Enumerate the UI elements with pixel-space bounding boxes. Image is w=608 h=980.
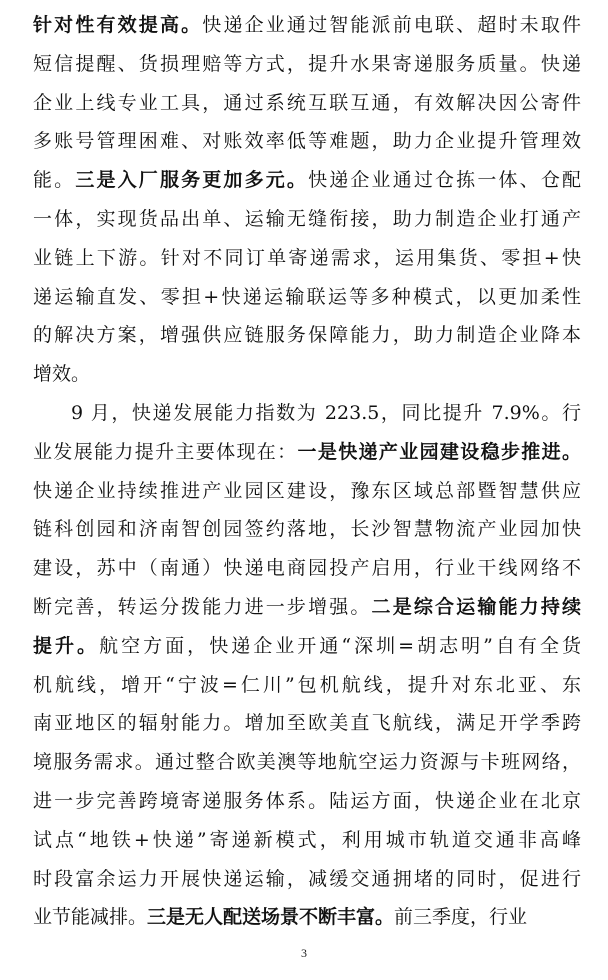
text-run: 链科创园和济南智创园签约落地，长沙智慧物流产业园加快 (33, 518, 581, 541)
text-run: 前三季度，行业 (394, 906, 528, 929)
bold-text-run: 一是快递产业园建设稳步推进。 (297, 440, 581, 463)
text-line (33, 898, 581, 937)
text-run: 业链上下游。针对不同订单寄递需求，运用集货、零担+快 (33, 246, 581, 269)
text-line (33, 588, 581, 627)
text-run: 境服务需求。通过整合欧美澳等地航空运力资源与卡班网络， (33, 751, 581, 774)
text-run: 多账号管理困难、对账效率低等难题，助力企业提升管理效 (33, 130, 581, 153)
paragraph-2 (33, 394, 581, 937)
text-line (33, 472, 581, 511)
text-run: 试点“地铁+快递”寄递新模式，利用城市轨道交通非高峰 (33, 828, 581, 851)
text-run: 南亚地区的辐射能力。增加至欧美直飞航线，满足开学季跨 (33, 712, 581, 735)
text-line (33, 239, 581, 278)
text-run: 进一步完善跨境寄递服务体系。陆运方面，快递企业在北京 (33, 789, 581, 812)
text-run: 企业上线专业工具，通过系统互联互通，有效解决因公寄件 (33, 91, 581, 114)
text-line (33, 84, 581, 123)
text-line (33, 122, 581, 161)
text-run: 时段富余运力开展快递运输，减缓交通拥堵的同时，促进行 (33, 867, 581, 890)
bold-text-run: 二是综合运输能力持续 (371, 595, 581, 618)
text-run: 能。 (33, 169, 76, 192)
text-run: 快递企业通过仓拣一体、仓配 (308, 169, 581, 192)
text-run: 业节能减排。 (33, 906, 148, 929)
text-line (33, 433, 581, 472)
text-line (33, 666, 581, 705)
text-line (33, 316, 581, 355)
text-line (33, 821, 581, 860)
text-run: 增效。 (33, 363, 91, 386)
text-line (33, 704, 581, 743)
text-run: 的解决方案，增强供应链服务保障能力，助力制造企业降本 (33, 324, 581, 347)
text-run: 业发展能力提升主要体现在： (33, 440, 298, 463)
document-body (33, 6, 581, 937)
text-line (33, 860, 581, 899)
text-run: 机航线，增开“宁波=仁川”包机航线，提升对东北亚、东 (33, 673, 581, 696)
text-line (33, 549, 581, 588)
bold-text-run: 三是无人配送场景不断丰富。 (147, 906, 395, 929)
text-run: 断完善，转运分拨能力进一步增强。 (33, 595, 372, 618)
page-number: 3 (301, 946, 307, 960)
paragraph-1 (33, 6, 581, 394)
text-run: 航空方面，快递企业开通“深圳=胡志明”自有全货 (99, 634, 581, 657)
text-line (33, 45, 581, 84)
bold-text-run: 针对性有效提高。 (33, 14, 203, 36)
text-line (33, 278, 581, 317)
text-run: 递运输直发、零担+快递运输联运等多种模式，以更加柔性 (33, 285, 581, 308)
bold-text-run: 三是入厂服务更加多元。 (75, 169, 309, 192)
text-line (33, 510, 581, 549)
text-run: 快递企业通过智能派前电联、超时未取件 (202, 14, 581, 36)
text-line (33, 394, 581, 433)
text-run: 建设，苏中（南通）快递电商园投产启用，行业干线网络不 (33, 557, 581, 580)
bold-text-run: 提升。 (33, 634, 100, 657)
text-line (33, 161, 581, 200)
text-run: 9 月，快递发展能力指数为 223.5，同比提升 7.9%。行 (71, 401, 581, 424)
text-line (33, 627, 581, 666)
text-line (33, 743, 581, 782)
text-run: 短信提醒、货损理赔等方式，提升水果寄递服务质量。快递 (33, 52, 581, 75)
text-line (33, 200, 581, 239)
text-run: 一体，实现货品出单、运输无缝衔接，助力制造企业打通产 (33, 207, 581, 230)
text-line (33, 782, 581, 821)
text-run: 快递企业持续推进产业园区建设，豫东区域总部暨智慧供应 (33, 479, 581, 502)
text-line (33, 355, 581, 394)
text-line (33, 6, 581, 45)
